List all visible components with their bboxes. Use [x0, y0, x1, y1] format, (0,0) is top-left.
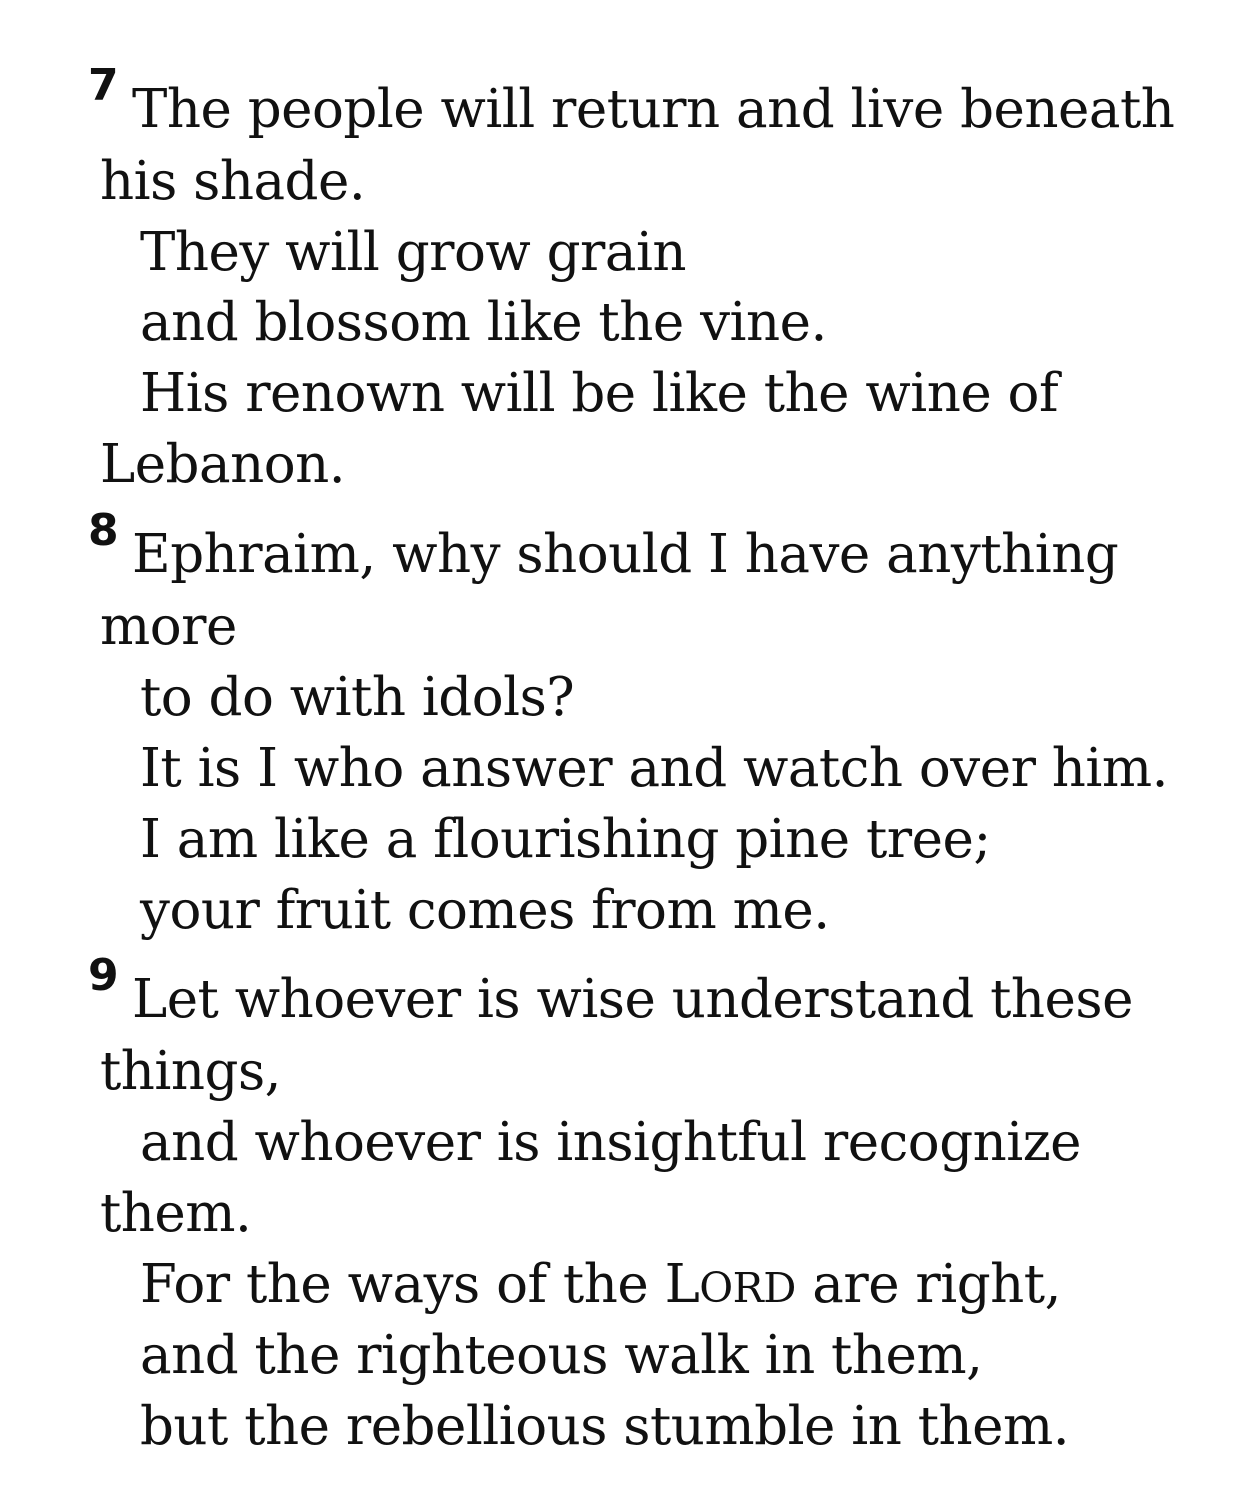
verse-number: 7: [88, 60, 119, 111]
verse-line: Ephraim, why should I have anything: [132, 524, 1119, 585]
verse-number: 9: [88, 950, 119, 1001]
verse-line: and blossom like the vine.: [140, 292, 827, 353]
verse-line: but the rebellious stumble in them.: [140, 1396, 1070, 1457]
verse-line: His renown will be like the wine of: [140, 363, 1059, 424]
verse-line: Let whoever is wise understand these: [132, 969, 1133, 1030]
verse-line: them.: [100, 1183, 252, 1244]
verse-line: They will grow grain: [140, 222, 687, 283]
divine-name-initial: L: [664, 1254, 700, 1315]
verse-line: to do with idols?: [140, 667, 575, 728]
verse-line: and whoever is insightful recognize: [140, 1112, 1082, 1173]
verse-line: It is I who answer and watch over him.: [140, 738, 1168, 799]
verse-line: things,: [100, 1041, 281, 1102]
verse-number: 8: [88, 505, 119, 556]
divine-name-smallcaps: ORD: [699, 1264, 796, 1312]
verse-text: are right,: [795, 1254, 1061, 1315]
verse-line-lord: [140, 1255, 1061, 1318]
verse-text: For the ways of the: [140, 1254, 665, 1315]
verse-line: your fruit comes from me.: [140, 880, 830, 941]
verse-line: I am like a flourishing pine tree;: [140, 809, 991, 870]
verse-line: his shade.: [100, 151, 366, 212]
verse-line: and the righteous walk in them,: [140, 1325, 983, 1386]
verse-line: The people will return and live beneath: [132, 79, 1175, 140]
verse-line: more: [100, 596, 237, 657]
verse-line: Lebanon.: [100, 434, 346, 495]
